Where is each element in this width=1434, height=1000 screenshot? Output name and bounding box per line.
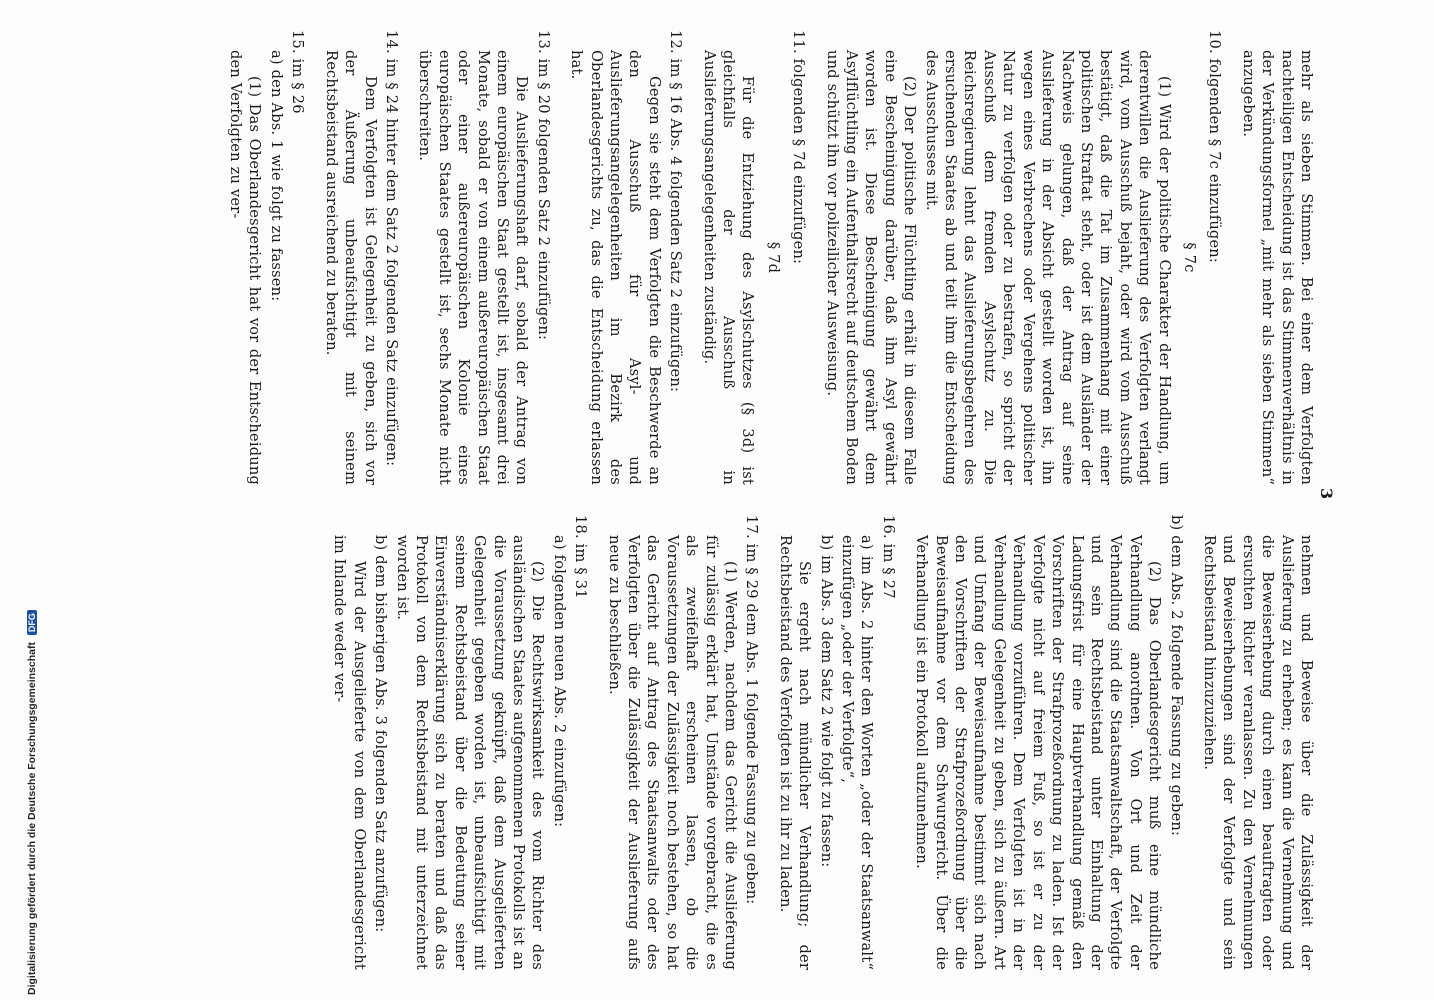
paragraph: a) folgenden neuen Abs. 2 einzufügen: [550, 535, 568, 828]
paragraph: 17. im § 29 dem Abs. 1 folgende Fassung zu geben: [743, 515, 761, 905]
footer-credit: Digitalisierung gefördert durch die Deutsche Forschungsgemeinschaft [26, 642, 38, 995]
paragraph: (2) Der politische Flüchtling erhält in diesem Falle eine Bescheinigung darüber, daß ihm Asyl gewährt worden ist. Diese Bescheinigung gewährt dem Asylflüchtling ein Aufenthaltsrecht auf deutschem Boden und schützt ihn vor polizeilicher Ausweisung. [823, 50, 919, 485]
paragraph: 12. im § 16 Abs. 4 folgenden Satz 2 einzufügen: [667, 30, 685, 393]
dfg-logo: DFG [27, 610, 37, 635]
paragraph: (2) Die Rechtswirksamkeit des vom Richter des ausländischen Staates aufgenommenen Protokolls ist an die Voraussetzung geknüpft, daß dem Ausgelieferten Gelegenheit gegeben worden ist, unbeaufsichtigt mit seinem Rechtsbeistand über die Bedeutung seiner Einverständniserklärung sich zu beraten und daß das Protokoll von dem Rechtsbeistand mit unterzeichnet worden ist. [393, 535, 547, 970]
paragraph: nehmen und Beweise über die Zulässigkeit der Auslieferung zu erheben; es kann die Vernehmung und die Beweiserhebung durch einen beauftragten oder ersuchten Richter veranlassen. Zu den Vernehmungen und Beweiserhebungen sind der Verfolgte und sein Rechtsbeistand hinzuzuziehen. [1200, 535, 1315, 970]
paragraph: Die Auslieferungshaft darf, sobald der Antrag von einem europäischen Staat gestellt ist, insgesamt drei Monate, sobald er von einem außereuropäischen Staat oder einer außereuropäischen Kolonie eines europäischen Staates gestellt ist, sechs Monate nicht überschreiten. [416, 50, 531, 485]
right-column [328, 515, 1316, 970]
paragraph: 18. im § 31 [572, 515, 590, 599]
paragraph: Dem Verfolgten ist Gelegenheit zu geben, sich vor der Äußerung unbeaufsichtigt mit seinem Rechtsbeistand ausreichend zu beraten. [322, 50, 379, 485]
paragraph: b) dem bisherigen Abs. 3 folgenden Satz anzufügen: [372, 535, 390, 933]
paragraph: a) im Abs. 2 hinter den Worten „oder der Staatsanwalt“ einzufügen „oder der Verfolgte“, [839, 535, 876, 970]
paragraph: 10. folgenden § 7c einzufügen: [1206, 30, 1224, 264]
paragraph: 13. im § 20 folgenden Satz 2 einzufügen: [534, 30, 552, 341]
paragraph: b) dem Abs. 2 folgende Fassung zu geben: [1167, 515, 1185, 837]
paragraph: 14. im § 24 hinter dem Satz 2 folgenden Satz einzufügen: [382, 30, 400, 467]
paragraph: mehr als sieben Stimmen. Bei einer dem Verfolgten nachteiligen Entscheidung ist das Stimmenverhältnis in der Verkündungsformel „mit mehr als sieben Stimmen“ anzugeben. [1239, 50, 1315, 485]
footer [2, 0, 38, 1000]
paragraph: Gegen sie steht dem Verfolgten die Beschwerde an den Ausschuß für Asyl- und Auslieferungsangelegenheiten im Bezirk des Oberlandesgerichts zu, das die Entscheidung erlassen hat. [568, 50, 663, 485]
paragraph: Für die Entziehung des Asylschutzes (§ 3d) ist gleichfalls der Ausschuß in Auslieferungsangelegenheiten zuständig. [700, 50, 757, 485]
page-number: 3 [1317, 488, 1336, 500]
paragraph: Wird der Ausgelieferte von dem Oberlandesgericht im Inlande weder ver- [331, 535, 368, 970]
paragraph: a) den Abs. 1 wie folgt zu fassen: [267, 50, 285, 302]
paragraph: b) im Abs. 3 dem Satz 2 wie folgt zu fassen: [817, 535, 835, 868]
paragraph: (1) Das Oberlandesgericht hat vor der Entscheidung den Verfolgten zu ver- [227, 50, 264, 485]
paragraph: 15. im § 26 [289, 30, 307, 114]
paragraph: (1) Wird der politische Charakter der Handlung, um derentwillen die Auslieferung des Verfolgten verlangt wird, vom Ausschuß bejaht, oder wird vom Ausschuß bestätigt, daß die Tat im Zusammenhang mit einer politischen Straftat steht, oder ist dem Ausländer der Nachweis gelungen, daß der Antrag auf seine Auslieferung in der Absicht gestellt worden ist, ihn wegen eines Verbrechens oder Vergehens politischer Natur zu verfolgen oder zu bestrafen, so spricht der Ausschuß dem fremden Asylschutz zu. Die Reichsregierung lehnt das Auslieferungsbegehren des ersuchenden Staates ab und teilt ihm die Entscheidung des Ausschusses mit. [922, 50, 1173, 485]
paragraph: 16. im § 27 [879, 515, 897, 599]
paragraph: Sie ergeht nach mündlicher Verhandlung; der Rechtsbeistand des Verfolgten ist zu ihr zu laden. [776, 535, 814, 970]
left-column [224, 30, 1316, 485]
footer-text [26, 5, 38, 995]
paragraph: (2) Das Oberlandesgericht muß eine mündliche Verhandlung anordnen. Von Ort und Zeit der Verhandlung sind die Staatsanwaltschaft, der Verfolgte und sein Rechtsbeistand unter Einhaltung der Ladungsfrist für eine Hauptverhandlung gemäß den Vorschriften der Strafprozeßordnung zu laden. Ist der Verfolgte nicht auf freiem Fuß, so ist er zu der Verhandlung vorzuführen. Dem Verfolgten ist in der Verhandlung Gelegenheit zu geben, sich zu äußern. Art und Umfang der Beweisaufnahme bestimmt sich nach den Vorschriften der Strafprozeßordnung über die Beweisaufnahme vor dem Schwurgericht. Über die Verhandlung ist ein Protokoll aufzunehmen. [913, 535, 1164, 970]
paragraph: 11. folgenden § 7d einzufügen: [790, 30, 808, 265]
paragraph: § 7c [1180, 242, 1198, 273]
paragraph: (1) Werden, nachdem das Gericht die Auslieferung für zulässig erklärt hat, Umstände vorgebracht, die es als zweifelhaft erscheinen lassen, ob die Voraussetzungen der Zulässigkeit noch bestehen, so hat das Gericht auf Antrag des Staatsanwalts oder des Verfolgten über die Zulässigkeit der Auslieferung aufs neue zu beschließen. [605, 535, 740, 970]
paragraph: § 7d [764, 241, 782, 274]
